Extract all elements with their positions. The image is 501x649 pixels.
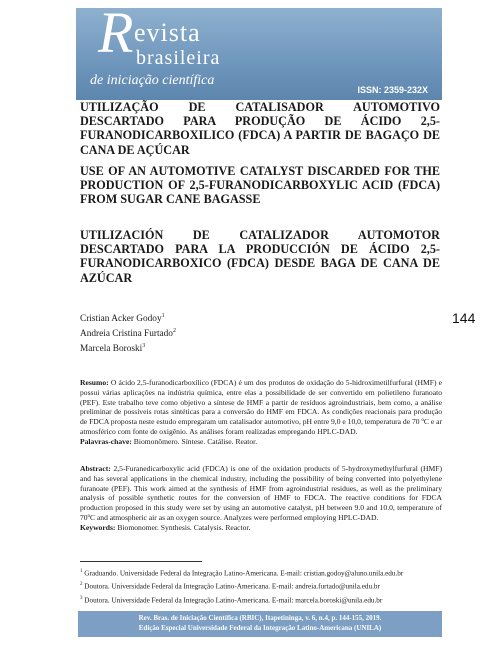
footer-edition: Edição Especial Universidade Federal da Integração Latino-Americana (UNILA) bbox=[138, 624, 382, 632]
resumo-paragraph bbox=[80, 378, 442, 447]
footer-citation: Rev. Bras. de Iniciação Científica (RBIC), Itapetininga, v. 6, n.4, p. 144-155, 2019. bbox=[138, 614, 382, 622]
issn-label: ISSN: 2359-232X bbox=[357, 85, 428, 95]
abstract-text: 2,5-Furanedicarboxylic acid (FDCA) is one of the oxidation products of 5-hydroxymethylfurfural (HMF) and has several applications in the chemical industry, including the possibility of being converted into polyethylene furanoate (PEF). This work aimed at the synthesis of HMF from agroindustrial residues, as well as the preliminary analysis of possible synthetic routes for the conversion of HMF to FDCA. The reactive conditions for FDCA production proposed in this study were set by using an automotive catalyst, pH between 9.0 and 10.0, temperature of 70ºC and atmospheric air as an oxygen source. Analyzes were performed employing HPLC-DAD. bbox=[80, 464, 442, 522]
palavras-chave-label: Palavras-chave: bbox=[80, 436, 132, 446]
footnote-item: $^3$ Doutora. Universidade Federal da Integração Latino-Americana. E-mail: marcela.boroski@unila.edu.br bbox=[80, 595, 383, 605]
footnote-item: $^2$ Doutora. Universidade Federal da Integração Latino-Americana. E-mail: andreia.furtado@unila.edu.br bbox=[80, 582, 380, 591]
abstract-paragraph bbox=[80, 464, 442, 533]
keywords-text: Biomonomer. Synthesis. Catalysis. Reactor. bbox=[117, 522, 251, 532]
keywords-label: Keywords: bbox=[80, 522, 116, 532]
footnote-divider bbox=[80, 561, 202, 562]
title-english: USE OF AN AUTOMOTIVE CATALYST DISCARDED FOR THE PRODUCTION OF 2,5-FURANODICARBOXYLIC ACID (FDCA) FROM SUGAR CANE BAGASSE bbox=[80, 164, 440, 207]
journal-banner bbox=[76, 8, 442, 100]
footnotes bbox=[80, 566, 450, 606]
palavras-chave-text: Biomonômero. Síntese. Catálise. Reator. bbox=[133, 436, 258, 446]
logo-initial: R bbox=[98, 8, 134, 65]
author-list bbox=[80, 310, 176, 355]
title-spanish: UTILIZACIÓN DE CATALIZADOR AUTOMOTOR DESCARTADO PARA LA PRODUCCIÓN DE ÁCIDO 2,5-FURANODICARBOXICO (FDCA) DESDE BAGA DE CANA DE AZÚCAR bbox=[80, 228, 440, 285]
page-number: 144 bbox=[452, 310, 476, 326]
logo-line-brasileira: brasileira bbox=[136, 47, 221, 69]
resumo-label: Resumo: bbox=[80, 378, 109, 387]
author-item: Andreia Cristina Furtado$^2$ bbox=[80, 328, 176, 340]
logo-line-revista: evista bbox=[134, 18, 201, 47]
journal-footer bbox=[78, 611, 442, 637]
author-item: Cristian Acker Godoy$^1$ bbox=[80, 313, 165, 325]
abstract-label: Abstract: bbox=[80, 464, 111, 473]
author-item: Marcela Boroski$^3$ bbox=[80, 343, 146, 355]
logo-line-iniciacao: de iniciação científica bbox=[90, 73, 215, 88]
resumo-text: O ácido 2,5-furanodicarboxílico (FDCA) é um dos produtos de oxidação do 5-hidroximetilfurfural (HMF) e possui várias aplicações na indústria química, entre elas a possibilidade de ser convertido em polietileno furanoato (PEF). Este trabalho teve como objetivo a síntese de HMF a partir de resíduos agroindustriais, bem como, a análise preliminar de possíveis rotas sintéticas para a conversão do HMF em FDCA. As condições reacionais para produção de FDCA proposta neste estudo empregaram um catalisador automotivo, pH entre 9,0 e 10,0, temperatura de 70 ºC e ar atmosférico com fonte de oxigênio. As análises foram realizadas empregando HPLC-DAD. bbox=[80, 378, 443, 436]
title-portuguese: UTILIZAÇÃO DE CATALISADOR AUTOMOTIVO DESCARTADO PARA PRODUÇÃO DE ÁCIDO 2,5-FURANODICARBOXILICO (FDCA) A PARTIR DE BAGAÇO DE CANA DE AÇÚCAR bbox=[80, 100, 440, 157]
footnote-item: $^1$ Graduando. Universidade Federal da Integração Latino-Americana. E-mail: cristian.godoy@aluno.unila.edu.br bbox=[80, 569, 404, 578]
